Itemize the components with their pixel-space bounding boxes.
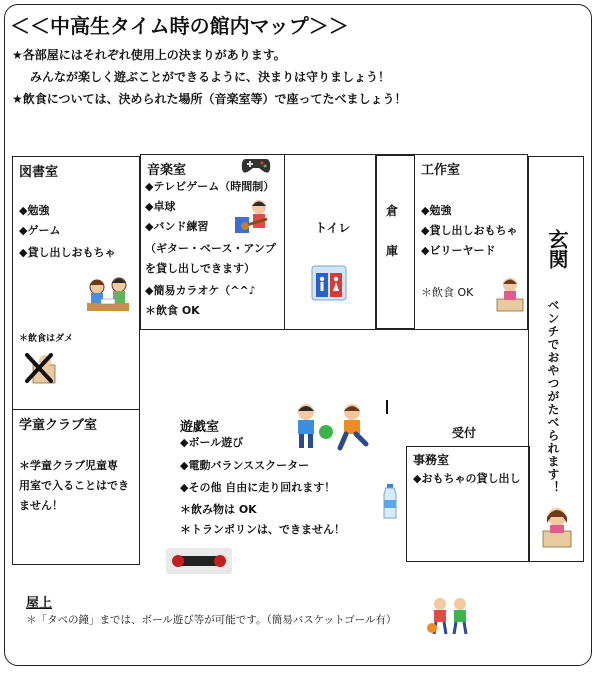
music-item: を貸し出しできます） — [145, 262, 255, 275]
playroom-item: ＊トランポリンは、できません！ — [180, 523, 345, 536]
club-room — [12, 409, 140, 565]
entrance-note: ベンチでおやつがたべられます！ — [546, 299, 560, 494]
storage-room — [375, 154, 415, 330]
page-title: ＜＜中高生タイム時の館内マップ＞＞ — [10, 14, 349, 38]
rule-line-2: みんなが楽しく遊ぶことができるように、決まりは守りましょう！ — [30, 70, 391, 84]
playroom-item: ◆電動バランススクーター — [180, 459, 310, 472]
band-player-icon — [233, 197, 273, 237]
storage-char: 庫 — [386, 244, 399, 258]
craft-item: ◆ビリーヤード — [421, 244, 496, 257]
library-item: ◆ゲーム — [19, 224, 61, 237]
entrance-title: 玄関 — [545, 229, 569, 269]
library-room — [12, 156, 140, 410]
music-item: ＊飲食 OK — [145, 304, 200, 317]
playroom-title: 遊戯室 — [180, 420, 220, 435]
office-room — [406, 446, 530, 562]
library-item: ◆貸し出しおもちゃ — [19, 246, 116, 259]
club-line: ません！ — [19, 499, 63, 512]
rule-line-3: ★飲食については、決められた場所（音楽室等）で座ってたべましょう！ — [12, 92, 407, 106]
office-title: 事務室 — [413, 453, 450, 467]
wall-mark — [386, 400, 388, 414]
ball-play-kids-icon — [290, 400, 380, 454]
billiard-kid-icon — [495, 275, 525, 313]
basketball-kids-icon — [426, 594, 474, 638]
playroom-item: ◆その他 自由に走り回れます！ — [180, 481, 336, 494]
rooftop-title: 屋上 — [26, 596, 53, 611]
club-title: 学童クラブ室 — [19, 418, 98, 433]
library-item: ◆勉強 — [19, 204, 50, 217]
toilet-sign-icon — [311, 265, 347, 301]
playroom-item: ◆ボール遊び — [180, 436, 244, 449]
toilet-title: トイレ — [315, 221, 351, 235]
rooftop-note: ＊「タベの鐘」までは、ボール遊び等が可能です。（簡易バスケットゴール有） — [26, 614, 397, 626]
craft-title: 工作室 — [421, 163, 461, 178]
craft-item: ◆貸し出しおもちゃ — [421, 224, 518, 237]
music-item: ◆テレビゲーム（時間制） — [145, 180, 275, 193]
craft-item: ＊飲食 OK — [421, 286, 474, 299]
music-item: （ギター・ベース・アンプ — [145, 242, 276, 255]
no-food-icon — [23, 351, 59, 387]
craft-room — [414, 154, 528, 330]
hoverboard-icon — [166, 548, 232, 574]
music-item: ◆バンド練習 — [145, 220, 209, 233]
toilet-room — [284, 154, 376, 330]
craft-item: ◆勉強 — [421, 204, 452, 217]
gamepad-icon — [241, 155, 271, 175]
music-title: 音楽室 — [147, 163, 187, 178]
library-note: ＊飲食はダメ — [19, 334, 74, 344]
music-item: ◆卓球 — [145, 200, 176, 213]
rule-line-1: ★各部屋にはそれぞれ使用上の決まりがあります。 — [12, 48, 286, 62]
reception-label: 受付 — [452, 426, 477, 440]
music-item: ◆簡易カラオケ（^^♪ — [145, 284, 256, 297]
club-line: ＊学童クラブ児童専 — [19, 459, 118, 472]
entrance-room — [528, 156, 584, 562]
study-kids-icon — [83, 273, 133, 317]
music-room — [140, 154, 285, 330]
storage-char: 倉 — [386, 204, 399, 218]
playroom-item: ＊飲み物は OK — [180, 503, 257, 516]
snack-girl-icon — [537, 503, 577, 549]
club-line: 用室で入ることはでき — [19, 479, 129, 492]
library-title: 図書室 — [19, 165, 59, 180]
water-bottle-icon — [382, 484, 398, 520]
office-item: ◆おもちゃの貸し出し — [413, 472, 521, 485]
